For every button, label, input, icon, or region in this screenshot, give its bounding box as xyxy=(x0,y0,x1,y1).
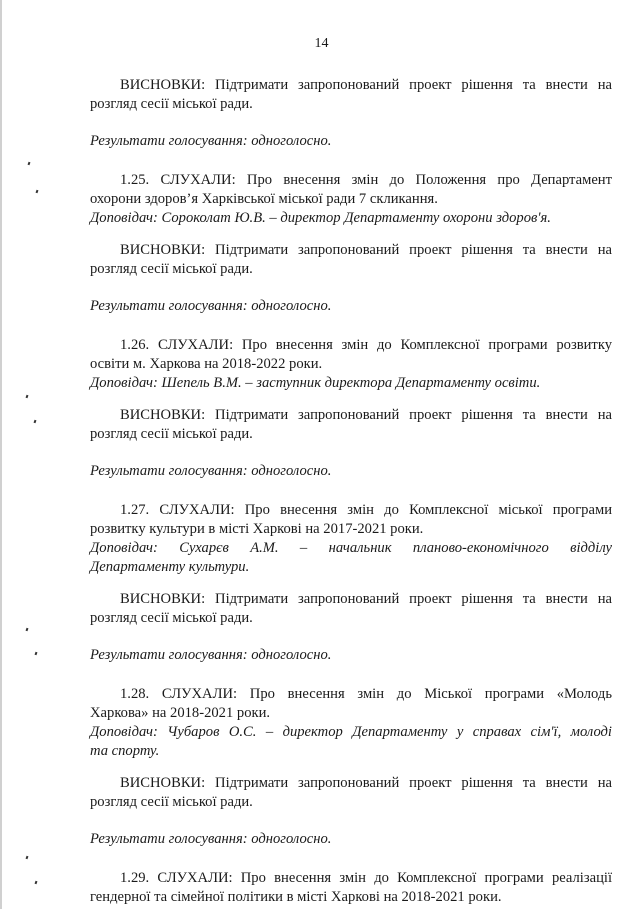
reporter-text: Доповідач: Чубаров О.С. – директор Департаменту у справах сім'ї, молоді xyxy=(90,724,612,740)
agenda-item-1-29 xyxy=(90,869,612,907)
agenda-item-1-26 xyxy=(90,336,612,481)
voting-result xyxy=(90,132,612,151)
scan-mark xyxy=(35,881,38,885)
scan-mark xyxy=(34,420,37,424)
reporter-text: та спорту. xyxy=(90,743,160,759)
heard-text: 1.25. СЛУХАЛИ: Про внесення змін до Положення про Департамент xyxy=(120,172,612,188)
conclusion-text: розгляд сесії міської ради. xyxy=(90,610,253,626)
heard-text: Харкова» на 2018-2021 роки. xyxy=(90,705,271,721)
scan-mark xyxy=(26,856,29,860)
scan-edge xyxy=(0,0,2,909)
heard-text: розвитку культури в місті Харкові на 2017-2021 роки. xyxy=(90,521,424,537)
heard-text: 1.27. СЛУХАЛИ: Про внесення змін до Комплексної міської програми xyxy=(120,502,612,518)
scan-mark xyxy=(26,628,29,632)
scan-mark xyxy=(26,395,29,399)
agenda-item-1-27 xyxy=(90,501,612,665)
reporter-text: Доповідач: Сороколат Ю.В. – директор Департаменту охорони здоров'я. xyxy=(90,210,551,226)
heard-text: 1.28. СЛУХАЛИ: Про внесення змін до Міської програми «Молодь xyxy=(120,686,612,702)
voting-result-text: Результати голосування: одноголосно. xyxy=(90,133,332,149)
conclusion-text: ВИСНОВКИ: Підтримати запропонований проект рішення та внести на xyxy=(120,407,612,423)
reporter-text: Доповідач: Сухарєв А.М. – начальник планово-економічного відділу xyxy=(90,540,612,556)
heard-text: 1.29. СЛУХАЛИ: Про внесення змін до Комплексної програми реалізації xyxy=(120,870,612,886)
conclusion-text: розгляд сесії міської ради. xyxy=(90,426,253,442)
voting-result-text: Результати голосування: одноголосно. xyxy=(90,831,332,847)
document-body xyxy=(90,76,612,907)
conclusion-text: розгляд сесії міської ради. xyxy=(90,794,253,810)
voting-result-text: Результати голосування: одноголосно. xyxy=(90,298,332,314)
conclusion-text: ВИСНОВКИ: Підтримати запропонований проект рішення та внести на xyxy=(120,775,612,791)
conclusion-text: ВИСНОВКИ: Підтримати запропонований проект рішення та внести на xyxy=(120,591,612,607)
conclusion-text: ВИСНОВКИ: Підтримати запропонований проект рішення та внести на xyxy=(120,242,612,258)
conclusion-text: ВИСНОВКИ: Підтримати запропонований проект рішення та внести на xyxy=(120,77,612,93)
conclusion-block xyxy=(90,76,612,114)
scan-mark xyxy=(36,190,39,194)
voting-result-text: Результати голосування: одноголосно. xyxy=(90,463,332,479)
scan-mark xyxy=(35,652,38,656)
conclusion-text: розгляд сесії міської ради. xyxy=(90,261,253,277)
reporter-text: Департаменту культури. xyxy=(90,559,250,575)
heard-text: охорони здоров’я Харківської міської ради 7 скликання. xyxy=(90,191,438,207)
heard-text: 1.26. СЛУХАЛИ: Про внесення змін до Комплексної програми розвитку xyxy=(120,337,612,353)
scan-mark xyxy=(28,162,31,166)
agenda-item-1-25 xyxy=(90,171,612,316)
reporter-text: Доповідач: Шепель В.М. – заступник директора Департаменту освіти. xyxy=(90,375,541,391)
page-number: 14 xyxy=(314,36,329,51)
agenda-item-1-28 xyxy=(90,685,612,849)
conclusion-text: розгляд сесії міської ради. xyxy=(90,96,253,112)
heard-text: освіти м. Харкова на 2018-2022 роки. xyxy=(90,356,323,372)
voting-result-text: Результати голосування: одноголосно. xyxy=(90,647,332,663)
heard-text: гендерної та сімейної політики в місті Харкові на 2018-2021 роки. xyxy=(90,889,502,905)
